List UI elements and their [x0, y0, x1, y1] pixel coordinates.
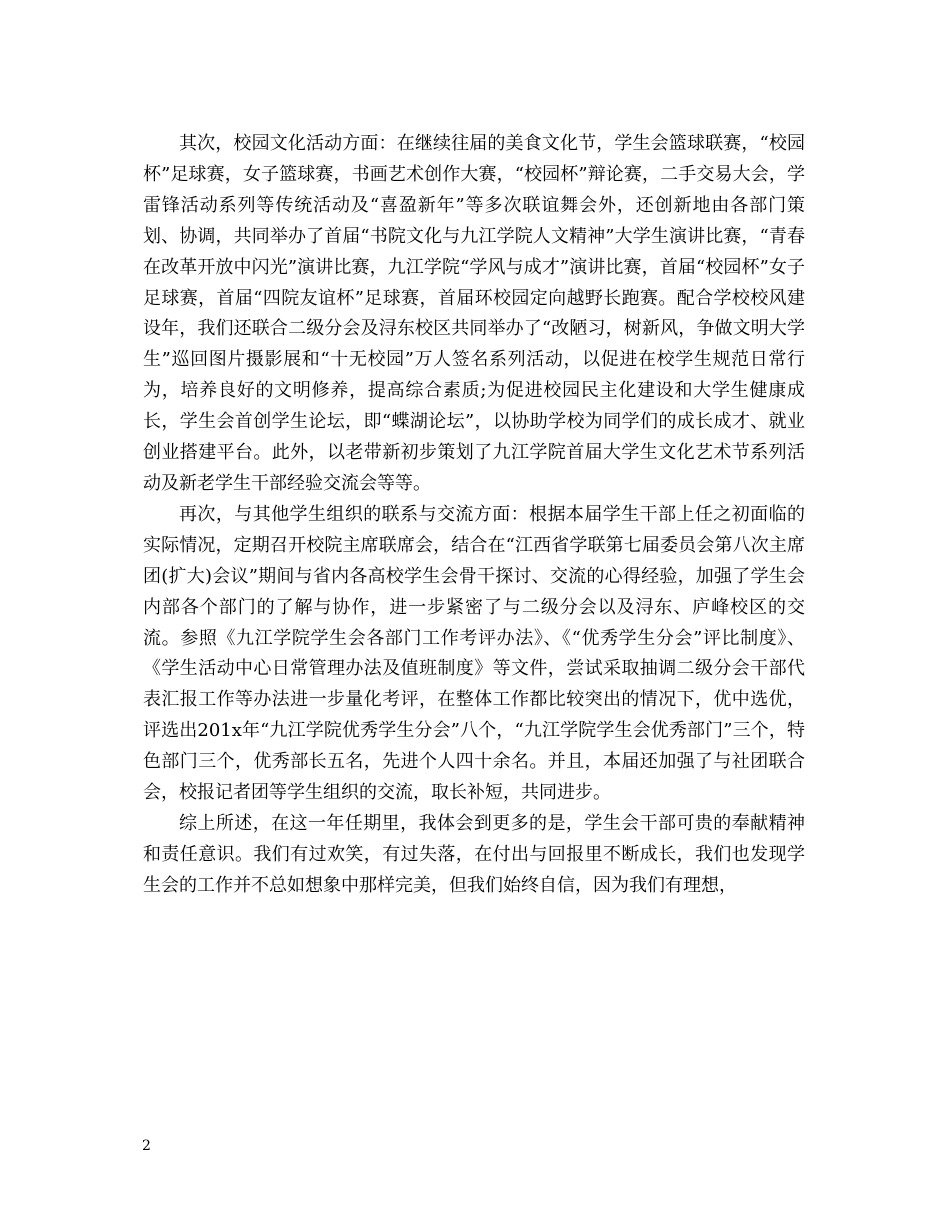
paragraph-summary: 综上所述，在这一年任期里，我体会到更多的是，学生会干部可贵的奉献精神和责任意识。我们有过欢笑，有过失落，在付出与回报里不断成长，我们也发现学生会的工作并不总如想象中那样完美，但我们始终自信，因为我们有理想， — [143, 812, 805, 896]
page-number: 2 — [142, 1138, 151, 1154]
paragraph-campus-culture: 其次，校园文化活动方面：在继续往届的美食文化节，学生会篮球联赛，“校园杯”足球赛，女子篮球赛，书画艺术创作大赛，“校园杯”辩论赛，二手交易大会，学雷锋活动系列等传统活动及“喜盈新年”等多次联谊舞会外，还创新地由各部门策划、协调，共同举办了首届“书院文化与九江学院人文精神”大学生演讲比赛，“青春在改革开放中闪光”演讲比赛，九江学院“学风与成才”演讲比赛，首届“校园杯”女子足球赛，首届“四院友谊杯”足球赛，首届环校园定向越野长跑赛。配合学校校风建设年，我们还联合二级分会及浔东校区共同举办了“改陋习，树新风，争做文明大学生”巡回图片摄影展和“十无校园”万人签名系列活动，以促进在校学生规范日常行为，培养良好的文明修养，提高综合素质;为促进校园民主化建设和大学生健康成长，学生会首创学生论坛，即“蝶湖论坛”，以协助学校为同学们的成长成才、就业创业搭建平台。此外，以老带新初步策划了九江学院首届大学生文化艺术节系列活动及新老学生干部经验交流会等等。 — [143, 133, 805, 494]
paragraph-organization-exchange: 再次，与其他学生组织的联系与交流方面：根据本届学生干部上任之初面临的实际情况，定期召开校院主席联席会，结合在“江西省学联第七届委员会第八次主席团(扩大)会议”期间与省内各高校学生会骨干探讨、交流的心得经验，加强了学生会内部各个部门的了解与协作，进一步紧密了与二级分会以及浔东、庐峰校区的交流。参照《九江学院学生会各部门工作考评办法》、《“优秀学生分会”评比制度》、《学生活动中心日常管理办法及值班制度》等文件，尝试采取抽调二级分会干部代表汇报工作等办法进一步量化考评，在整体工作都比较突出的情况下，优中选优，评选出201x年“九江学院优秀学生分会”八个，“九江学院学生会优秀部门”三个，特色部门三个，优秀部长五名，先进个人四十余名。并且，本届还加强了与社团联合会，校报记者团等学生组织的交流，取长补短，共同进步。 — [143, 503, 805, 804]
body-text — [143, 129, 805, 902]
